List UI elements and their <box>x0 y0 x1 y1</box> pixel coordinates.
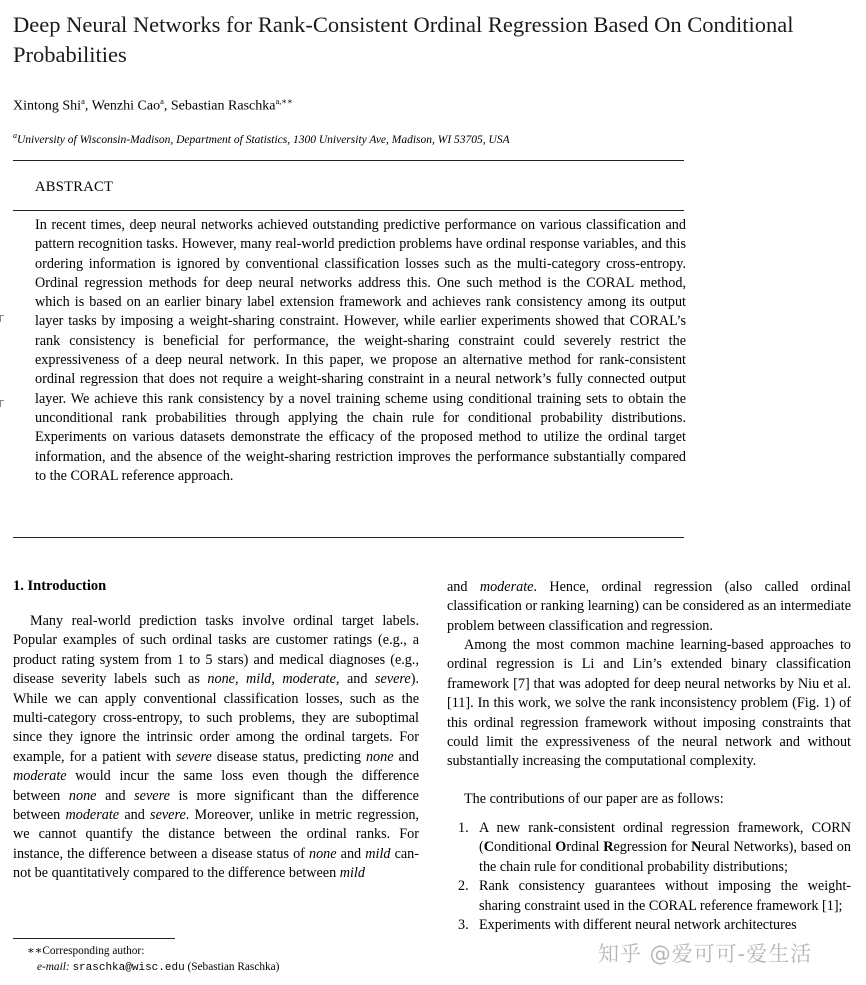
list-item <box>458 916 851 935</box>
abstract-text: In recent times, deep neural networks achieved outstanding predictive performance on various classification and pattern recognition tasks. However, many real-world prediction problems have ordinal response variables, and this ordering information is ignored by conventional classification losses such as the multi-category cross-entropy. Ordinal regression methods for deep neural networks address this. One such method is the CORAL method, which is based on an earlier binary label extension framework and achieves rank consistency among its output layer tasks by imposing a weight-sharing constraint. However, while earlier experiments showed that CORAL’s rank consistency is beneficial for performance, the weight-sharing constraint could severely restrict the expressiveness of a deep neural network. In this paper, we propose an alternative method for rank-consistent ordinal regression that does not require a weight-sharing constraint in a neural network’s fully connected output layer. We achieve this rank consistency by a novel training scheme using conditional training sets to obtain the unconditional rank probabilities through applying the chain rule for conditional probability distributions. Experiments on various datasets demonstrate the efficacy of the proposed method to utilize the ordinal target information, and the absence of the weight-sharing restriction improves the performance substantially compared to the CORAL reference approach. <box>35 217 686 484</box>
list-item <box>458 877 851 916</box>
affiliation <box>13 131 510 146</box>
margin-mark <box>0 400 4 407</box>
watermark: 知乎 @爱可可-爱生活 <box>598 942 813 966</box>
author-name: Xintong Shi <box>13 98 82 114</box>
author-sup: a,∗∗ <box>275 96 293 106</box>
footnote-email: sraschka@wisc.edu <box>72 962 185 974</box>
divider <box>13 160 684 161</box>
author-name: Sebastian Raschka <box>170 98 276 114</box>
abstract-heading: ABSTRACT <box>35 179 114 195</box>
list-number: 2. <box>458 878 469 895</box>
author-sup: a <box>160 96 164 106</box>
divider <box>13 537 684 538</box>
intro-paragraph-2: Among the most common machine learning-based approaches to ordinal regression is Li and Lin’s extended binary classification framework [7] that was adopted for deep neural networks by Niu et al. [11]. In this work, we solve the rank inconsistency problem (Fig. 1) of this ordinal regression framework without imposing constraints that could limit the expressiveness of the neural network and without substantially increasing the computational complexity. <box>447 637 851 770</box>
paper-title: Deep Neural Networks for Rank-Consistent Ordinal Regression Based On Conditional Probabilities <box>13 12 794 67</box>
list-item: 1. A new rank-consistent ordinal regression framework, CORN (Conditional Ordinal Regression for Neural Networks), based on the chain rule for conditional probability distributions; <box>458 820 851 875</box>
section-heading: 1. Introduction <box>13 578 107 594</box>
list-number: 1. <box>458 820 469 836</box>
contributions-list <box>458 819 851 935</box>
footnote-rule <box>13 938 175 939</box>
intro-paragraph-1-cont: and moderate. Hence, ordinal regression (also called ordinal classification or ranking learning) can be considered as an intermediate problem between classification and regression. <box>447 579 851 634</box>
list-number: 3. <box>458 917 469 934</box>
footnote <box>27 943 279 976</box>
author-name: Wenzhi Cao <box>91 98 161 114</box>
list-text: Rank consistency guarantees without imposing the weight-sharing constraint used in the CORAL reference framework [1]; <box>479 878 851 914</box>
footnote-email-label: e-mail: <box>37 961 70 973</box>
author-sup: a <box>81 96 85 106</box>
affiliation-sup: a <box>13 131 17 140</box>
footnote-email-name: (Sebastian Raschka) <box>187 961 280 973</box>
footnote-label: ∗∗Corresponding author: <box>27 945 145 957</box>
affiliation-text: University of Wisconsin-Madison, Department of Statistics, 1300 University Ave, Madison, WI 53705, USA <box>17 133 510 146</box>
intro-paragraph-1: Many real-world prediction tasks involve ordinal target labels. Popular examples of such ordinal tasks are customer ratings (e.g., a product rating system from 1 to 5 stars) and medical diagnoses (e.g., disease severity labels such as none, mild, moderate, and severe). While we can apply conventional classification losses, such as the multi-category cross-entropy, to such problems, they are suboptimal since they ignore the intrinsic order among the ordinal targets. For example, for a patient with severe disease status, predicting none and moderate would incur the same loss even though the difference between none and severe is more significant than the difference between moderate and severe. Moreover, unlike in metric regression, we cannot quantify the distance between the ordinal ranks. For instance, the difference between a disease status of none and mild cannot be quantitatively compared to the difference between mild <box>13 613 419 882</box>
list-text: Experiments with different neural network architectures <box>479 917 797 934</box>
divider <box>13 210 684 211</box>
author-list: Xintong Shi$^a$, Wenzhi Cao$^a$, Sebastian Raschka$^{a,∗∗}$ <box>13 96 293 114</box>
margin-mark <box>0 315 4 322</box>
intro-paragraph-3: The contributions of our paper are as follows: <box>464 791 724 807</box>
